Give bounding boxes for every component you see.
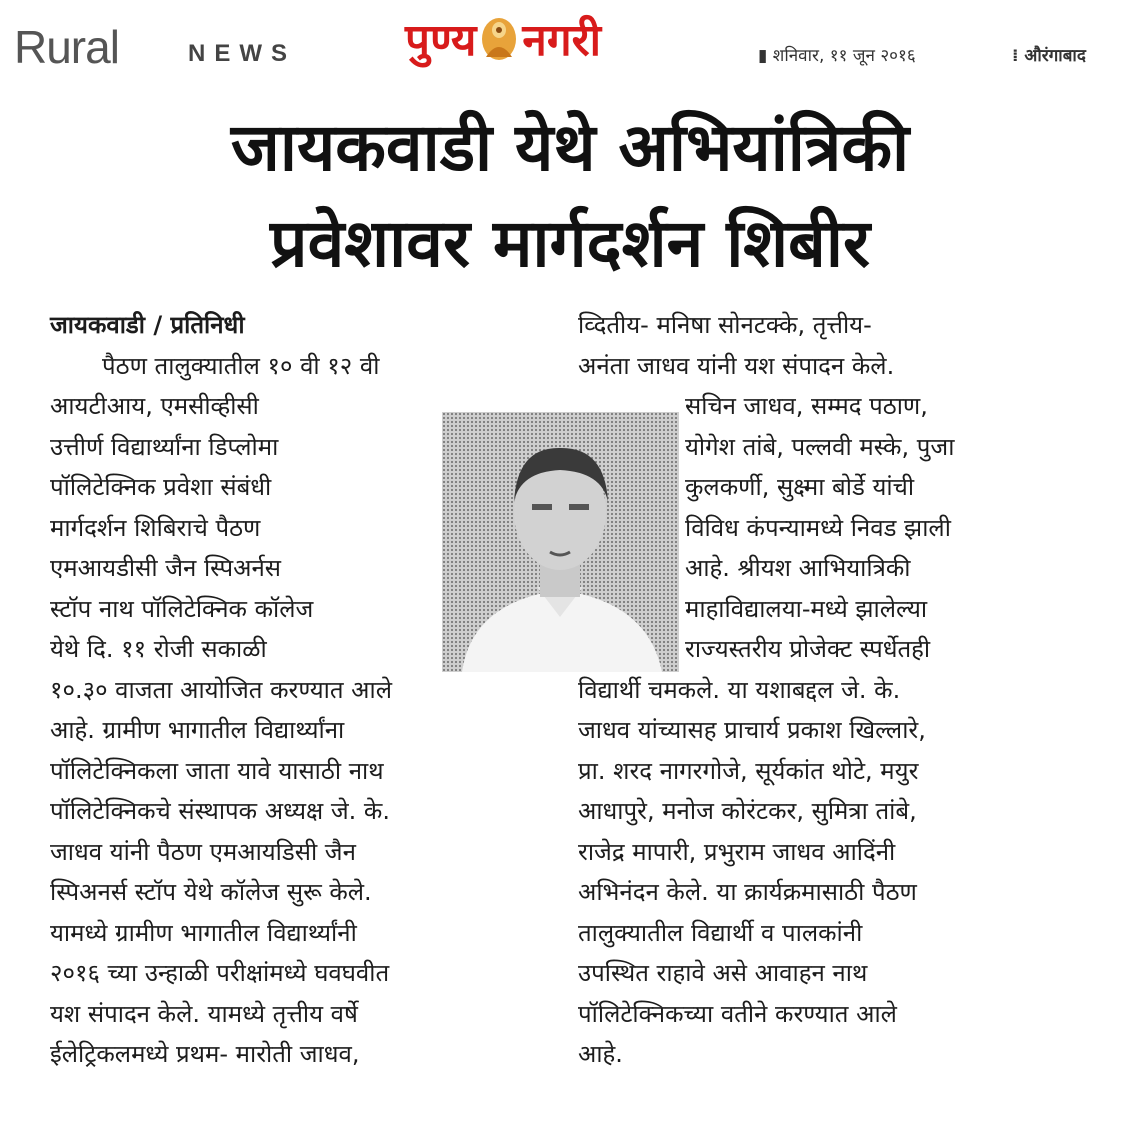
paragraph-line: माहाविद्यालया-मध्ये झालेल्या — [685, 594, 928, 623]
headline-line-2: प्रवेशावर मार्गदर्शन शिबीर — [270, 205, 870, 282]
photo-wrapped-text — [685, 386, 1063, 670]
paragraph-line: विविध कंपन्यामध्ये निवड झाली — [685, 513, 951, 542]
paragraph-line: पैठण तालुक्यातील १० वी १२ वी — [102, 351, 380, 380]
paragraph-line: स्टॉप नाथ पॉलिटेक्निक कॉलेज — [50, 594, 314, 623]
paragraph-line: ईलेट्रिकलमध्ये प्रथम- मारोती जाधव, — [50, 1040, 360, 1068]
section-news-label: NEWS — [188, 40, 296, 67]
paragraph-line: व्दितीय- मनिषा सोनटक्के, तृत्तीय- — [578, 311, 872, 339]
photo-wrapped-text — [50, 386, 425, 670]
paragraph-line: राजेद्र मापारी, प्रभुराम जाधव आदिंनी — [578, 837, 896, 866]
paragraph-line: १०.३० वाजता आयोजित करण्यात आले — [50, 675, 392, 704]
paragraph-line: एमआयडीसी जैन स्पिअर्नस — [50, 554, 282, 582]
headline-line-1: जायकवाडी येथे अभियांत्रिकी — [230, 109, 910, 186]
paragraph-line: जाधव यांनी पैठण एमआयडिसी जैन — [50, 837, 356, 866]
paragraph-line: योगेश तांबे, पल्लवी मस्के, पुजा — [685, 432, 955, 461]
paragraph-line: अभिनंदन केले. या क्रार्यक्रमासाठी पैठण — [578, 878, 917, 906]
logo-text-part1: पुण्य — [405, 15, 477, 66]
paragraph-line: आहे. — [578, 1040, 623, 1068]
paragraph-line: उत्तीर्ण विद्यार्थ्यांना डिप्लोमा — [50, 432, 279, 461]
paragraph-line: यश संपादन केले. यामध्ये तृत्तीय वर्षे — [50, 999, 358, 1028]
paragraph-line: प्रा. शरद नागरगोजे, सूर्यकांत थोटे, मयुर — [578, 756, 919, 785]
paragraph-line: तालुक्यातील विद्यार्थी व पालकांनी — [578, 918, 863, 947]
article-headline — [30, 100, 1110, 292]
newspaper-logo — [405, 8, 601, 68]
paragraph-line: अनंता जाधव यांनी यश संपादन केले. — [578, 351, 895, 380]
paragraph-line: स्पिअनर्स स्टॉप येथे कॉलेज सुरू केले. — [50, 878, 372, 906]
logo-text-part2: नगरी — [522, 15, 602, 66]
byline: जायकवाडी / प्रतिनिधी — [50, 311, 245, 339]
city-text: औरंगाबाद — [1024, 46, 1086, 66]
paragraph-line: राज्यस्तरीय प्रोजेक्ट स्पर्धेतही — [685, 635, 931, 663]
paragraph-line: यामध्ये ग्रामीण भागातील विद्यार्थ्यांनी — [50, 918, 357, 947]
section-rural-label: Rural — [14, 21, 119, 73]
article-right-column — [578, 305, 1063, 1075]
paragraph-line: मार्गदर्शन शिबिराचे पैठण — [50, 513, 261, 542]
paragraph-line: आयटीआय, एमसीव्हीसी — [50, 392, 259, 420]
paragraph-line: जाधव यांच्यासह प्राचार्य प्रकाश खिल्लारे, — [578, 716, 926, 744]
paragraph-line: विद्यार्थी चमकले. या यशाबद्दल जे. के. — [578, 675, 901, 704]
date-text: शनिवार, ११ जून २०१६ — [772, 46, 916, 66]
paragraph-line: आधापुरे, मनोज कोरंटकर, सुमित्रा तांबे, — [578, 797, 917, 825]
edition-city: ⁞ औरंगाबाद — [1012, 46, 1086, 66]
paragraph-line: २०१६ च्या उन्हाळी परीक्षांमध्ये घवघवीत — [50, 959, 390, 987]
paragraph-line: उपस्थित राहावे असे आवाहन नाथ — [578, 959, 868, 987]
paragraph-line: पॉलिटेक्निकचे संस्थापक अध्यक्ष जे. के. — [50, 797, 390, 825]
paragraph-line: पॉलिटेक्निकच्या वतीने करण्यात आले — [578, 999, 897, 1028]
paragraph-line: पॉलिटेक्निकला जाता यावे यासाठी नाथ — [50, 756, 384, 785]
masthead — [0, 0, 1132, 95]
paragraph-line: पॉलिटेक्निक प्रवेशा संबंधी — [50, 473, 272, 501]
publication-date: ▮ शनिवार, ११ जून २०१६ — [758, 46, 916, 66]
paragraph-line: सचिन जाधव, सम्मद पठाण, — [685, 392, 928, 420]
paragraph-line: आहे. श्रीयश आभियात्रिकी — [685, 554, 911, 582]
paragraph-line: कुलकर्णी, सुक्ष्मा बोर्डे यांची — [685, 473, 915, 501]
deity-emblem-icon — [480, 15, 518, 61]
paragraph-line: येथे दि. ११ रोजी सकाळी — [50, 635, 267, 663]
paragraph-line: आहे. ग्रामीण भागातील विद्यार्थ्यांना — [50, 716, 345, 744]
